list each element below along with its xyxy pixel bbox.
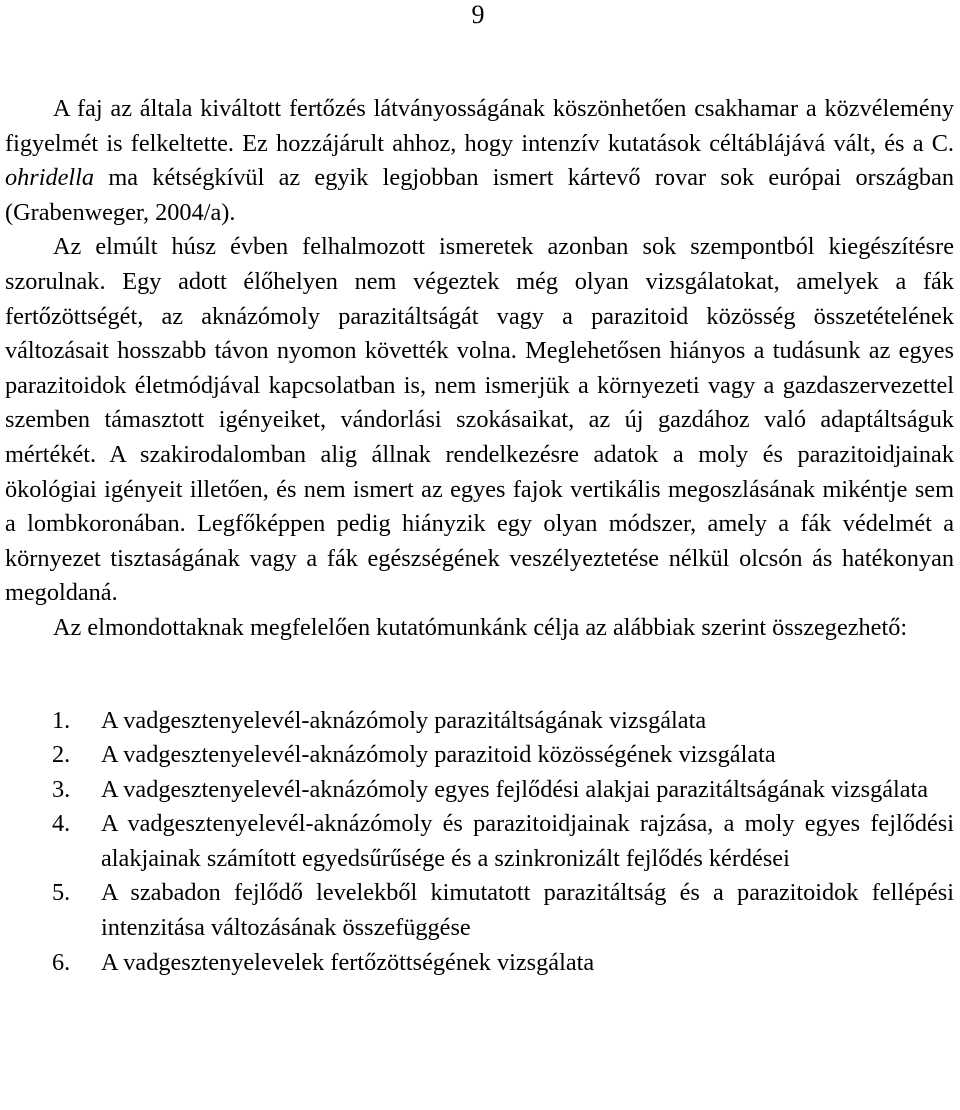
list-item-number: 4. xyxy=(52,810,71,838)
list-item xyxy=(5,876,954,945)
text-segment: A faj az általa kiváltott fertőzés látványosságának köszönhetően csakhamar a közvélemény figyelmét is felkeltette. Ez hozzájárult ahhoz, hogy intenzív kutatások céltáblájává vált, és a C. xyxy=(5,95,954,157)
list-item xyxy=(5,704,954,739)
list-item-number: 6. xyxy=(52,948,71,976)
page-number: 9 xyxy=(471,0,485,29)
paragraph-knowledge-gaps xyxy=(5,230,954,611)
list-item-text: A vadgesztenyelevél-aknázómoly parazitoid közösségének vizsgálata xyxy=(101,741,776,769)
list-item-text: A vadgesztenyelevél-aknázómoly és parazitoidjainak rajzása, a moly egyes fejlődési alakjainak számított egyedsűrűsége és a szinkronizált fejlődés kérdései xyxy=(101,810,954,872)
objectives-list xyxy=(5,704,954,981)
list-item-number: 2. xyxy=(52,741,71,769)
paragraph-intro xyxy=(5,92,954,230)
list-item-text: A szabadon fejlődő levelekből kimutatott parazitáltság és a parazitoidok fellépési intenzitása változásának összefüggése xyxy=(101,879,954,942)
paragraph-aims xyxy=(5,611,954,646)
text-segment: Az elmondottaknak megfelelően kutatómunkánk célja az alábbiak szerint összegezhető: xyxy=(53,613,908,641)
text-segment: ma kétségkívül az egyik legjobban ismert kártevő rovar sok európai országban (Grabenweger, 2004/a). xyxy=(5,164,954,226)
list-item-number: 5. xyxy=(52,879,71,907)
list-item-text: A vadgesztenyelevelek fertőzöttségének vizsgálata xyxy=(101,948,595,976)
list-item xyxy=(5,946,954,981)
list-item-number: 3. xyxy=(52,775,71,803)
list-item-text: A vadgesztenyelevél-aknázómoly parazitáltságának vizsgálata xyxy=(101,706,707,734)
document-body xyxy=(5,92,954,980)
list-item xyxy=(5,773,954,808)
list-item-number: 1. xyxy=(52,706,71,734)
text-segment: Az elmúlt húsz évben felhalmozott ismeretek azonban sok szempontból kiegészítésre szorulnak. Egy adott élőhelyen nem végeztek még olyan vizsgálatokat, amelyek a fák fertőzöttségét, az aknázómoly parazitáltságát vagy a parazitoid közösség összetételének változásait hosszabb távon nyomon követték volna. Meglehetősen hiányos a tudásunk az egyes parazitoidok életmódjával kapcsolatban is, nem ismerjük a környezeti vagy a gazdaszervezettel szemben támasztott igényeiket, vándorlási szokásaikat, az új gazdához való adaptáltságuk mértékét. A szakirodalomban alig állnak rendelkezésre adatok a moly és parazitoidjainak ökológiai igényeit illetően, és nem ismert az egyes fajok vertikális megoszlásának mikéntje sem a lombkoronában. Legfőképpen pedig hiányzik egy olyan módszer, amely a fák védelmét a környezet tisztaságának vagy a fák egészségének veszélyeztetése nélkül olcsón ás hatékonyan megoldaná. xyxy=(5,233,954,607)
list-item xyxy=(5,738,954,773)
list-item xyxy=(5,807,954,876)
list-item-text: A vadgesztenyelevél-aknázómoly egyes fejlődési alakjai parazitáltságának vizsgálata xyxy=(101,775,929,803)
species-name-italic: ohridella xyxy=(5,164,95,192)
